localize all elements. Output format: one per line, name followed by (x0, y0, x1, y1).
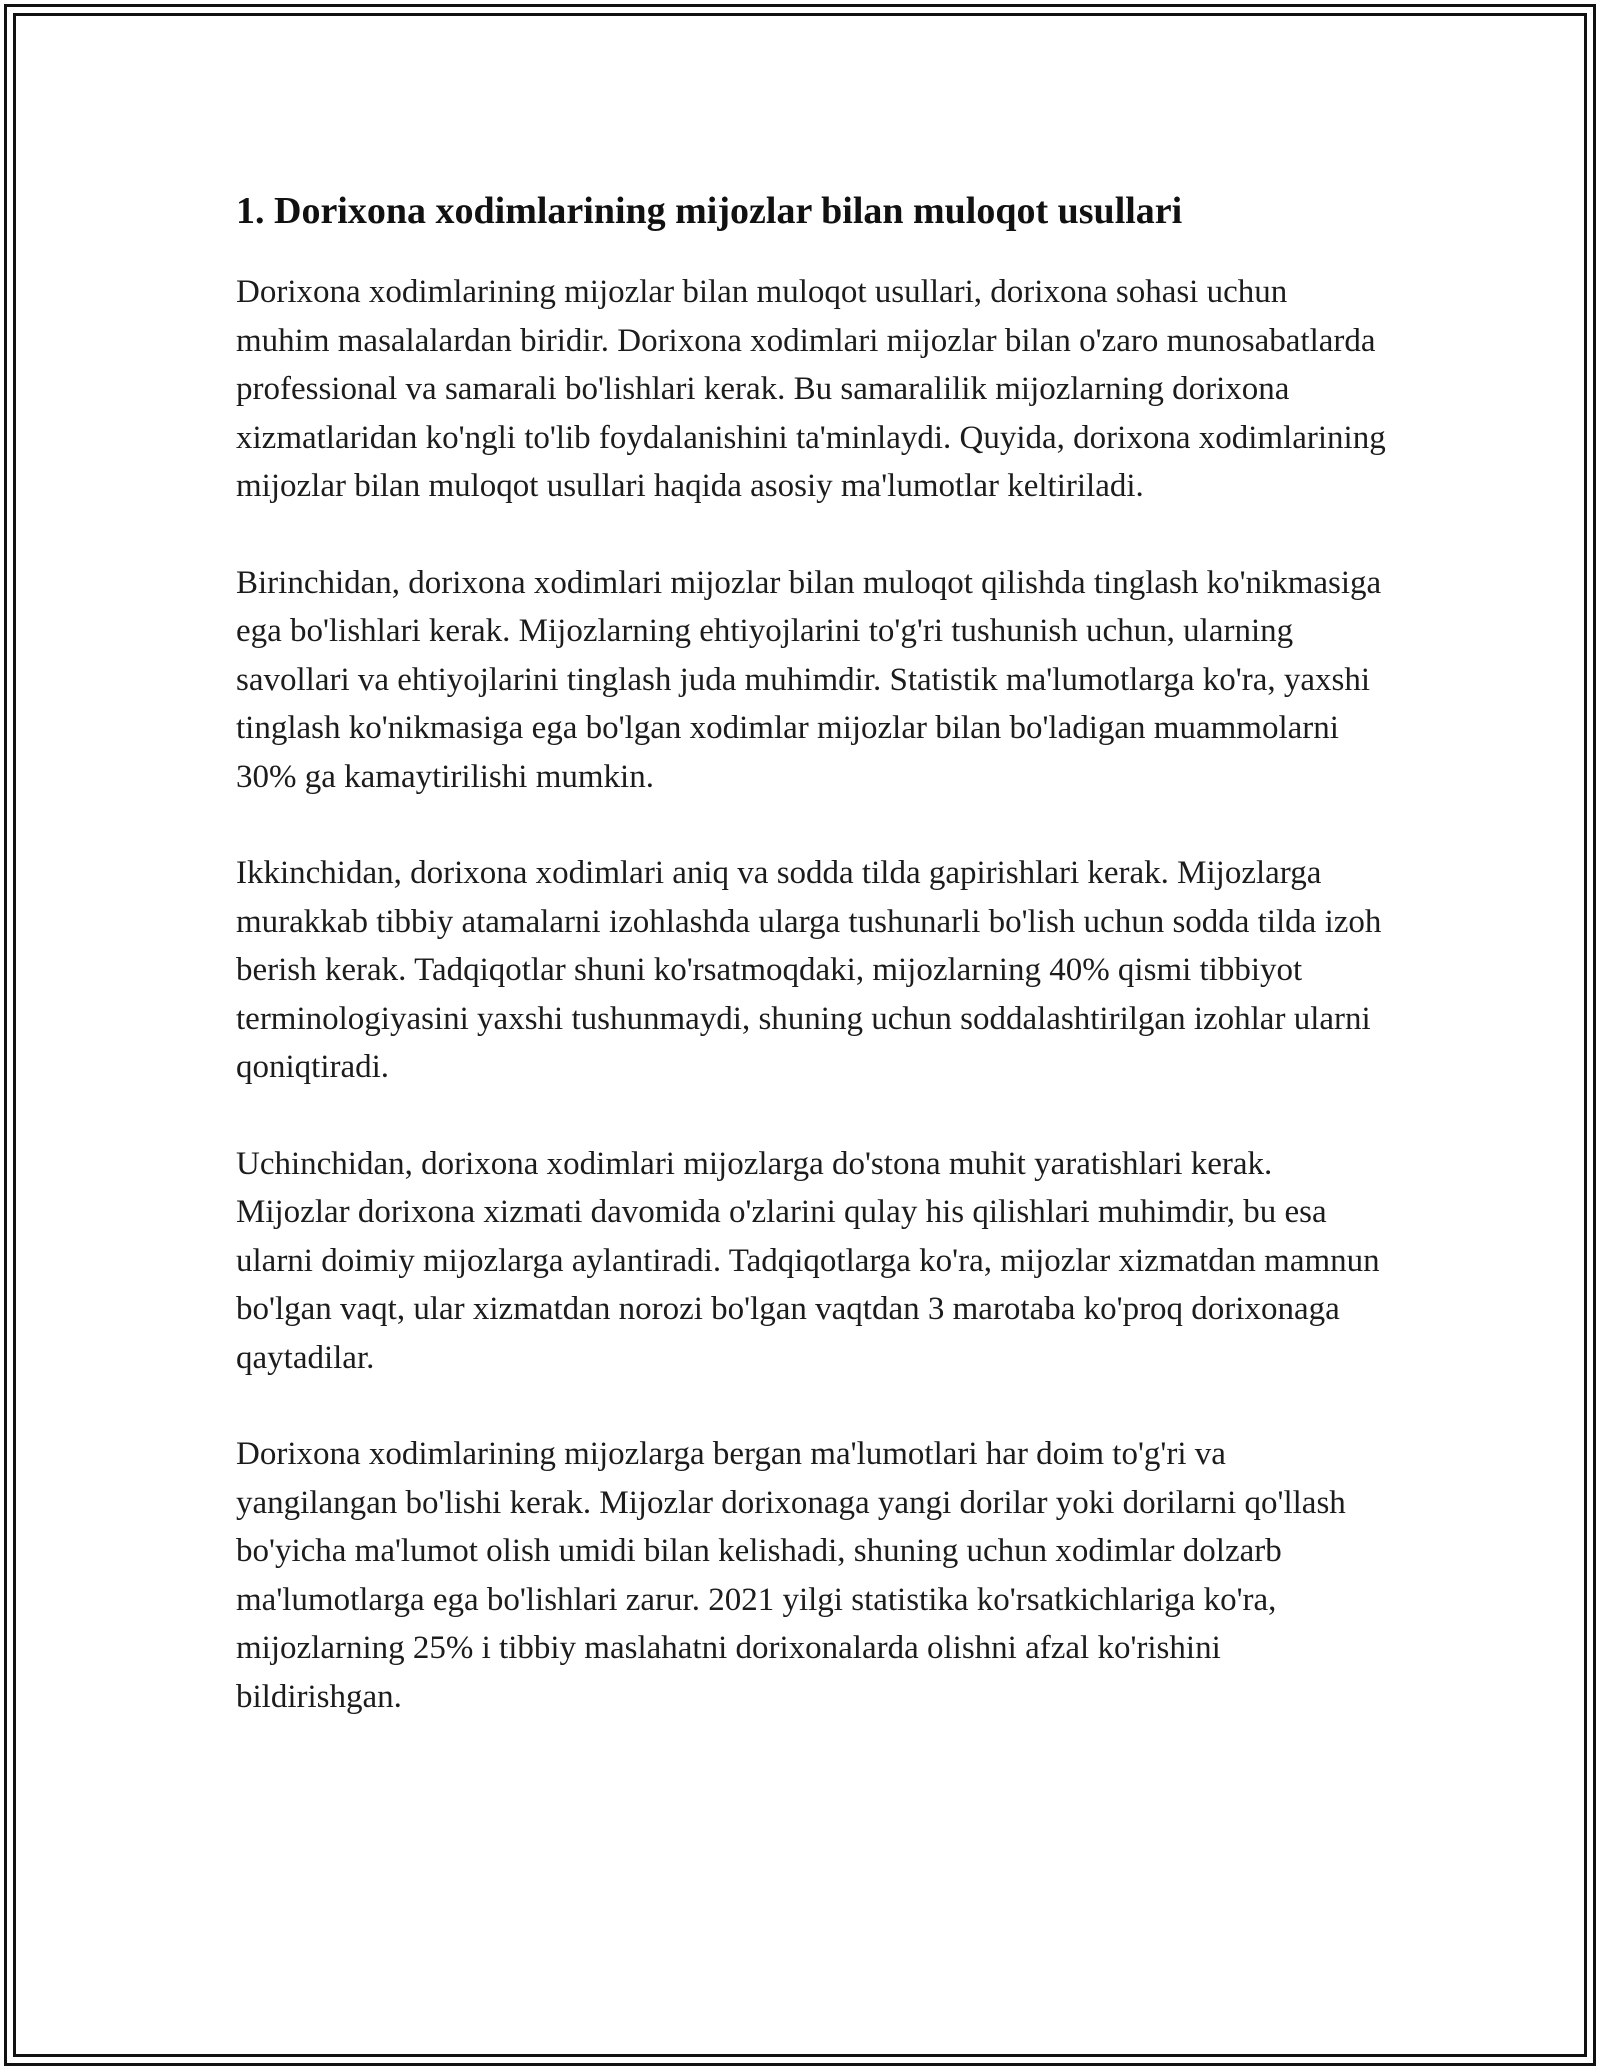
document-body (236, 188, 1386, 1769)
paragraph-friendly-environment: Uchinchidan, dorixona xodimlari mijozlarga do'stona muhit yaratishlari kerak. Mijozlar dorixona xizmati davomida o'zlarini qulay his qilishlari muhimdir, bu esa ularni doimiy mijozlarga aylantiradi. Tadqiqotlarga ko'ra, mijozlar xizmatdan mamnun bo'lgan vaqt, ular xizmatdan norozi bo'lgan vaqtdan 3 marotaba ko'proq dorixonaga qaytadilar. (236, 1145, 1380, 1376)
paragraph-listening: Birinchidan, dorixona xodimlari mijozlar bilan muloqot qilishda tinglash ko'nikmasiga ega bo'lishlari kerak. Mijozlarning ehtiyojlarini to'g'ri tushunish uchun, ularning savollari va ehtiyojlarini tinglash juda muhimdir. Statistik ma'lumotlarga ko'ra, yaxshi tinglash ko'nikmasiga ega bo'lgan xodimlar mijozlar bilan bo'ladigan muammolarni 30% ga kamaytirilishi mumkin. (236, 564, 1382, 795)
section-title: 1. Dorixona xodimlarining mijozlar bilan muloqot usullari (236, 190, 1183, 232)
paragraph-clear-language: Ikkinchidan, dorixona xodimlari aniq va sodda tilda gapirishlari kerak. Mijozlarga murakkab tibbiy atamalarni izohlashda ularga tushunarli bo'lish uchun sodda tilda izoh berish kerak. Tadqiqotlar shuni ko'rsatmoqdaki, mijozlarning 40% qismi tibbiyot terminologiyasini yaxshi tushunmaydi, shuning uchun soddalashtirilgan izohlar ularni qoniqtiradi. (236, 855, 1382, 1085)
paragraph-accurate-information: Dorixona xodimlarining mijozlarga bergan ma'lumotlari har doim to'g'ri va yangilangan bo'lishi kerak. Mijozlar dorixonaga yangi dorilar yoki dorilarni qo'llash bo'yicha ma'lumot olish umidi bilan kelishadi, shuning uchun xodimlar dolzarb ma'lumotlarga ega bo'lishlari zarur. 2021 yilgi statistika ko'rsatkichlariga ko'ra, mijozlarning 25% i tibbiy maslahatni dorixonalarda olishni afzal ko'rishini bildirishgan. (236, 1436, 1346, 1715)
paragraph-intro: Dorixona xodimlarining mijozlar bilan muloqot usullari, dorixona sohasi uchun muhim masalalardan biridir. Dorixona xodimlari mijozlar bilan o'zaro munosabatlarda professional va samarali bo'lishlari kerak. Bu samaralilik mijozlarning dorixona xizmatlaridan ko'ngli to'lib foydalanishini ta'minlaydi. Quyida, dorixona xodimlarining mijozlar bilan muloqot usullari haqida asosiy ma'lumotlar keltiriladi. (236, 274, 1386, 504)
